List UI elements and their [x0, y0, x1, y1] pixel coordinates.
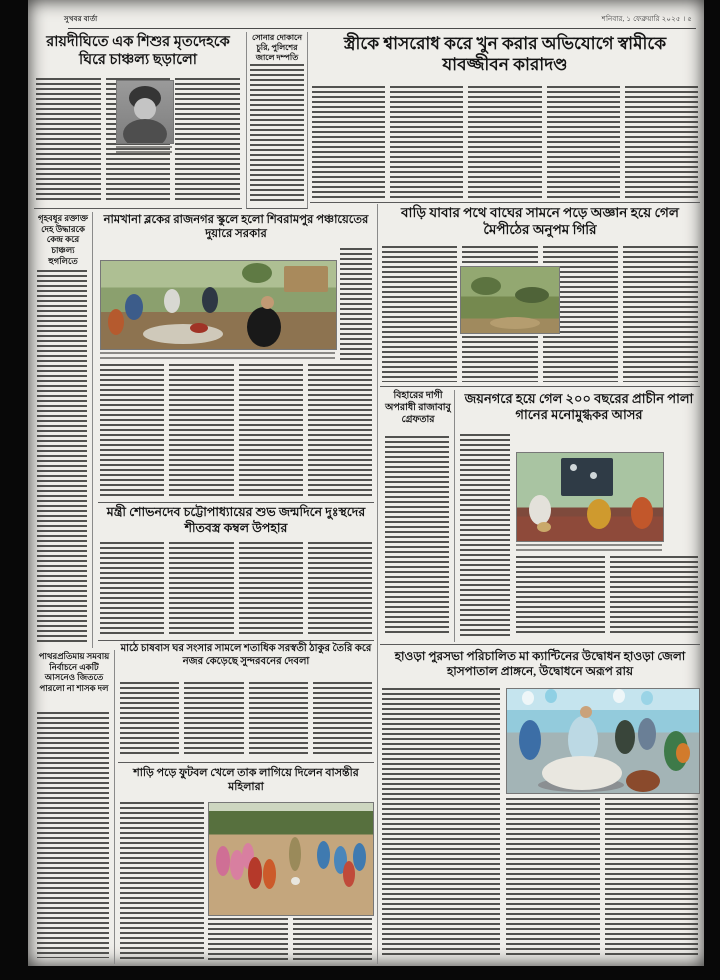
section-rule [380, 644, 700, 645]
article-stri [310, 32, 700, 203]
article-sonar [246, 32, 308, 209]
photo-building [284, 266, 328, 292]
headline-bagh: বাড়ি যাবার পথে বাঘের সামনে পড়ে অজ্ঞান হয়ে গেল মৈপীঠের অনুপম গিরি [401, 205, 679, 237]
photo-figure [263, 859, 276, 889]
column-divider [377, 204, 378, 964]
body-text-column [208, 918, 288, 960]
photo-figure [343, 861, 355, 887]
photo-path [490, 317, 540, 329]
dateline: শনিবার, ১ ফেব্রুয়ারি ২০২৫ । ৫ [601, 15, 692, 23]
photo-figure [631, 497, 653, 529]
body-text-column [293, 918, 373, 960]
body-jaynagar-side [460, 434, 510, 636]
photo-curry-pot [626, 770, 660, 792]
photo-tree [242, 263, 272, 283]
photo-face [261, 296, 274, 309]
photo-raydighi-child [116, 80, 174, 144]
body-jaynagar [516, 556, 698, 636]
body-text-column [100, 542, 164, 634]
article-howrah [380, 648, 700, 964]
photo-figure [248, 857, 262, 889]
article-saraswati [118, 642, 374, 763]
headline-namkhana: নামখানা ব্লকের রাজনগর স্কুলে হলো শিবরামপুর পঞ্চায়েতের দুয়ারে সরকার [103, 214, 369, 241]
article-raydighi [34, 32, 242, 209]
photo-bagh-forest [460, 266, 560, 334]
body-text-column [169, 364, 233, 498]
photo-figure [615, 720, 635, 754]
body-text-column [516, 556, 605, 636]
body-text-column [100, 364, 164, 498]
headline-sari: শাড়ি পড়ে ফুটবল খেলে তাক লাগিয়ে দিলেন বাসন্তীর মহিলারা [133, 767, 359, 793]
body-mantri [100, 542, 372, 634]
photo-tabla [537, 522, 551, 532]
headline-sonar: সোনার দোকানে চুরি, পুলিশের জালে দম্পতি [251, 33, 303, 62]
photo-frame-grid [561, 458, 613, 496]
photo-figure [638, 718, 656, 750]
body-patharpratima [37, 712, 109, 958]
body-sari [208, 918, 372, 960]
headline-saraswati: মাঠে চাষবাস ঘর সংসার সামলে শতাধিক সরস্বতী ঠাকুর তৈরি করে নজর কেড়েছে সুন্দরবনের দেবলা [120, 643, 372, 667]
caption-raydighi [116, 146, 172, 154]
headline-grihobodhu: গৃহবধূর রক্তাক্ত দেহ উদ্ধারকে কেন্দ্র করে চাঞ্চল্য হুগলিতে [38, 213, 88, 266]
photo-figure [676, 743, 690, 763]
photo-face [580, 706, 592, 718]
photo-frame [570, 464, 577, 471]
article-grihobodhu [34, 212, 93, 648]
body-bihar [385, 436, 449, 636]
photo-bush [515, 287, 549, 303]
photo-rice-pot [542, 756, 622, 790]
article-mantri [98, 504, 374, 641]
body-text-column [308, 542, 372, 634]
photo-figure [123, 119, 167, 144]
caption-namkhana [100, 352, 335, 360]
photo-figure [529, 495, 551, 525]
body-text-column [175, 78, 240, 202]
photo-bush [471, 277, 501, 295]
body-text-column [120, 682, 179, 756]
headline-raydighi: রায়দীঘিতে এক শিশুর মৃতদেহকে ঘিরে চাঞ্চল্য ছড়ালো [46, 34, 230, 69]
body-text-column [308, 364, 372, 498]
body-saraswati [120, 682, 372, 756]
photo-figure [125, 294, 143, 320]
body-text-column [506, 798, 600, 958]
body-text-column [249, 682, 308, 756]
photo-balloon [641, 691, 653, 705]
photo-howrah-canteen [506, 688, 700, 794]
caption-jaynagar [516, 544, 662, 552]
article-jaynagar [458, 390, 700, 642]
body-text-column [625, 86, 698, 198]
photo-figure [108, 309, 124, 335]
article-sari [118, 766, 374, 964]
article-bagh [380, 204, 700, 387]
photo-table [143, 324, 223, 344]
header-rule [68, 28, 696, 29]
body-howrah [506, 798, 698, 958]
body-text-column [313, 682, 372, 756]
body-howrah-side [382, 688, 500, 958]
article-patharpratima [34, 650, 115, 964]
photo-figure [353, 843, 366, 871]
headline-jaynagar: জয়নগরে হয়ে গেল ২০০ বছরের প্রাচীন পালা গানের মনোমুগ্ধকর আসর [464, 391, 694, 423]
photo-figure [164, 289, 180, 313]
masthead: সুখবর বার্তা [64, 15, 98, 23]
body-text-column [382, 246, 457, 382]
body-stri [312, 86, 698, 198]
headline-patharpratima: পাথরপ্রতিমায় সমবায় নির্বাচনে একটি আসনেও জিততে পারলো না শাসক দল [38, 651, 110, 693]
body-text-column [169, 542, 233, 634]
headline-mantri: মন্ত্রী শোভনদেব চট্টোপাধ্যায়ের শুভ জন্মদিনে দুঃস্থদের শীতবস্ত্র কম্বল উপহার [106, 505, 366, 535]
photo-figure [289, 837, 301, 871]
photo-balloon [545, 689, 557, 703]
photo-item [190, 323, 208, 333]
body-text-column [239, 542, 303, 634]
article-bihar [382, 390, 455, 642]
body-sari-side [120, 802, 204, 960]
photo-figure [134, 98, 156, 120]
body-namkhana [100, 364, 372, 498]
headline-howrah: হাওড়া পুরসভা পরিচালিত মা ক্যান্টিনের উদ্বোধন হাওড়া জেলা হাসপাতাল প্রাঙ্গনে, উদ্বোধনে অরূপ রায় [394, 649, 686, 678]
photo-figure [216, 846, 230, 876]
body-text-column [312, 86, 385, 198]
photo-ball [291, 877, 300, 885]
photo-sari-football [208, 802, 374, 916]
body-sonar [250, 64, 304, 202]
body-text-column [468, 86, 541, 198]
body-text-column [36, 78, 101, 202]
body-text-column [184, 682, 243, 756]
newspaper-paper [28, 0, 704, 966]
body-grihobodhu [37, 270, 87, 642]
headline-stri: স্ত্রীকে শ্বাসরোধ করে খুন করার অভিযোগে স্বামীকে যাবজ্জীবন কারাদণ্ড [343, 34, 667, 75]
photo-balloon [613, 689, 625, 703]
photo-figure [587, 499, 611, 529]
photo-jaynagar-performance [516, 452, 664, 542]
body-text-column [547, 86, 620, 198]
photo-figure [247, 307, 281, 347]
photo-figure [317, 841, 330, 869]
photo-namkhana-event [100, 260, 337, 350]
photo-figure [519, 720, 541, 760]
photo-figure [202, 287, 218, 313]
photo-balloon [522, 691, 534, 705]
body-text-column [390, 86, 463, 198]
article-namkhana [98, 212, 374, 503]
headline-bihar: বিহারের দাগী অপরাধী রাজাবাবু গ্রেফতার [385, 391, 451, 425]
body-namkhana-side [340, 248, 372, 360]
body-text-column [239, 364, 303, 498]
body-text-column [623, 246, 698, 382]
body-text-column [610, 556, 699, 636]
body-text-column [605, 798, 699, 958]
